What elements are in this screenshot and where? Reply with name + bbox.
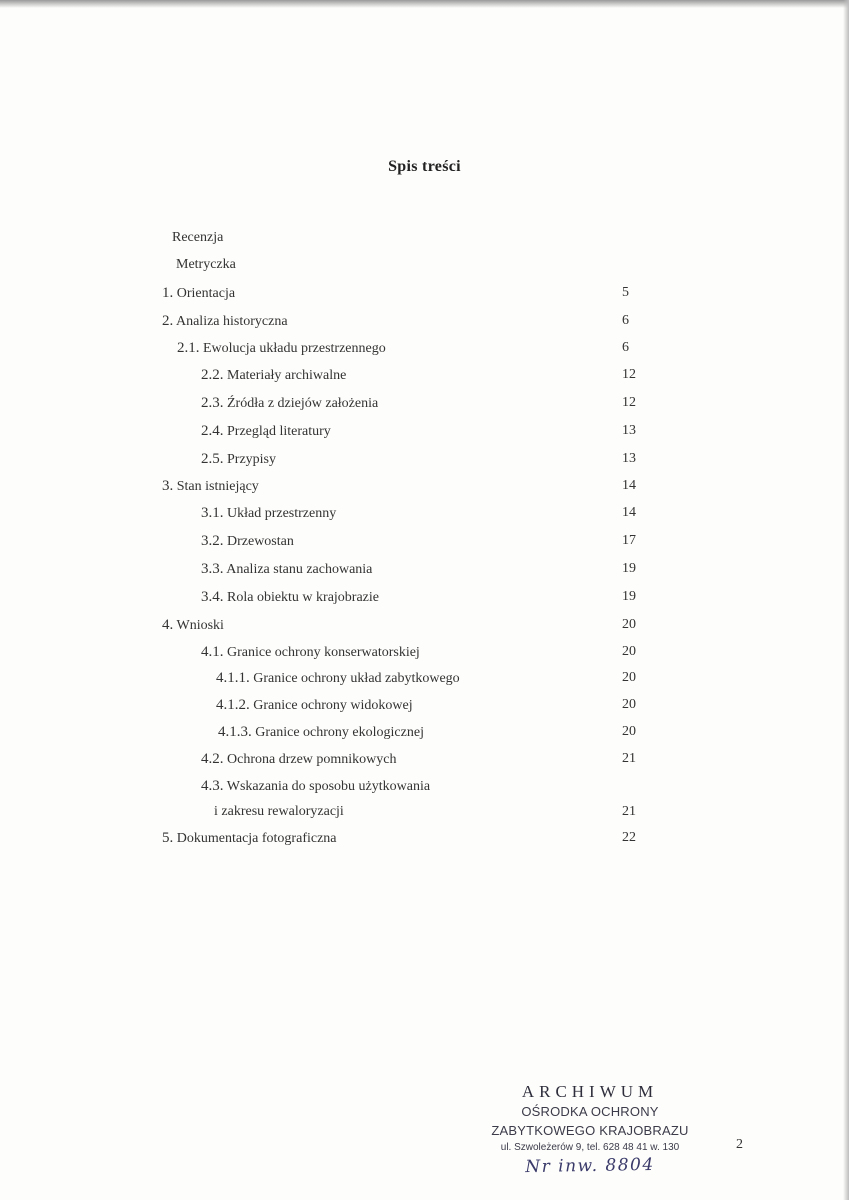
toc-entry-number: 3.3.: [201, 561, 224, 577]
toc-entry-text: Orientacja: [176, 286, 236, 301]
toc-entry-label: [201, 644, 420, 661]
toc-entry-text: Przypisy: [227, 452, 276, 467]
toc-entry-text: Wskazania do sposobu użytkowania: [226, 779, 431, 794]
toc-entry-page: 17: [622, 533, 636, 548]
toc-entry: [0, 230, 849, 252]
toc-entry-page: 19: [622, 561, 636, 576]
toc-entry: [0, 804, 849, 826]
toc-entry-text: Analiza historyczna: [175, 314, 288, 329]
toc-entry-page: 22: [622, 830, 636, 845]
stamp-line-zabytkowego: ZABYTKOWEGO KRAJOBRAZU: [491, 1123, 689, 1138]
toc-entry: [0, 589, 849, 611]
archive-stamp: [490, 1082, 690, 1176]
toc-entry-number: 2.1.: [177, 340, 200, 356]
toc-entry-number: 2.5.: [201, 451, 224, 467]
toc-entry-number: 4.1.2.: [216, 697, 250, 713]
toc-entry: [0, 697, 849, 719]
handwritten-inventory-number: Nr inw. 8804: [525, 1154, 655, 1178]
stamp-line-archiwum: ARCHIWUM: [521, 1082, 659, 1101]
toc-entry-text: Granice ochrony ekologicznej: [255, 725, 424, 740]
toc-entry-text: Ochrona drzew pomnikowych: [227, 752, 397, 767]
toc-entry: [0, 505, 849, 527]
toc-entry-number: 4.1.1.: [216, 670, 250, 686]
toc-entry-text: Granice ochrony widokowej: [253, 698, 413, 713]
toc-entry-label: [216, 697, 413, 714]
toc-entry: [0, 395, 849, 417]
toc-entry-text: Stan istniejący: [176, 479, 259, 494]
toc-entry: [0, 644, 849, 666]
toc-entry-page: 6: [622, 340, 629, 355]
stamp-line-osrodka: OŚRODKA OCHRONY: [521, 1104, 659, 1119]
toc-entry-label: [216, 670, 460, 687]
toc-entry: [0, 285, 849, 307]
toc-entry-label: [201, 778, 430, 795]
toc-entry-text: Materiały archiwalne: [227, 368, 347, 383]
page-number: 2: [736, 1137, 743, 1152]
toc-entry: [0, 340, 849, 362]
toc-entry-text: i zakresu rewaloryzacji: [214, 804, 344, 819]
toc-entry: [0, 451, 849, 473]
toc-entry-number: 5.: [162, 830, 174, 846]
toc-entry-number: 4.1.: [201, 644, 224, 660]
toc-entry: [0, 617, 849, 639]
toc-entry-label: [201, 561, 372, 578]
toc-entry-label: [201, 533, 294, 550]
toc-entry-text: Rola obiektu w krajobrazie: [227, 590, 380, 605]
stamp-line-address: ul. Szwoleżerów 9, tel. 628 48 41 w. 130: [500, 1142, 680, 1153]
toc-entry-label: [162, 313, 288, 330]
toc-entry-number: 2.2.: [201, 367, 224, 383]
toc-entry: [0, 670, 849, 692]
toc-entry-text: Metryczka: [176, 257, 236, 272]
toc-entry-label: [201, 751, 397, 768]
toc-entry-label: [201, 423, 331, 440]
toc-entry-page: 12: [622, 395, 636, 410]
toc-entry-page: 20: [622, 617, 636, 632]
toc-entry-label: [162, 830, 337, 847]
toc-entry: [0, 533, 849, 555]
toc-entry-page: 19: [622, 589, 636, 604]
toc-entry-page: 5: [622, 285, 629, 300]
toc-entry: [0, 478, 849, 500]
toc-entry-label: [162, 478, 259, 495]
toc-entry-label: [201, 589, 379, 606]
toc-entry-label: [201, 367, 346, 384]
toc-entry-label: [218, 724, 424, 741]
toc-entry-page: 13: [622, 423, 636, 438]
toc-entry-label: [162, 285, 235, 302]
toc-entry-text: Analiza stanu zachowania: [226, 562, 373, 577]
toc-entry-text: Recenzja: [172, 230, 224, 245]
toc-entry-label: [162, 617, 224, 634]
toc-entry-number: 2.3.: [201, 395, 224, 411]
toc-entry-label: [201, 451, 276, 468]
toc-entry-number: 4.3.: [201, 778, 224, 794]
toc-entry: [0, 367, 849, 389]
page-title: Spis treści: [388, 158, 461, 175]
toc-entry-page: 21: [622, 751, 636, 766]
toc-entry: [0, 830, 849, 852]
toc-entry-page: 14: [622, 505, 636, 520]
toc-entry-number: 4.1.3.: [218, 724, 252, 740]
toc-entry-page: 6: [622, 313, 629, 328]
toc-entry-label: [177, 340, 386, 357]
toc-entry-text: Drzewostan: [227, 534, 294, 549]
toc-entry-number: 3.4.: [201, 589, 224, 605]
toc-entry-number: 2.: [162, 313, 174, 329]
toc-entry-number: 3.2.: [201, 533, 224, 549]
toc-entry-number: 1.: [162, 285, 174, 301]
toc-entry-number: 3.1.: [201, 505, 224, 521]
toc-entry-number: 3.: [162, 478, 174, 494]
toc-entry: [0, 778, 849, 800]
toc-entry-text: Granice ochrony układ zabytkowego: [253, 671, 460, 686]
toc-entry-text: Układ przestrzenny: [227, 506, 337, 521]
toc-entry-page: 14: [622, 478, 636, 493]
toc-entry: [0, 561, 849, 583]
toc-entry-text: Ewolucja układu przestrzennego: [203, 341, 386, 356]
toc-entry-number: 4.: [162, 617, 174, 633]
toc-entry-label: [201, 505, 336, 522]
toc-entry-page: 12: [622, 367, 636, 382]
toc-entry: [0, 257, 849, 279]
toc-entry-text: Źródła z dziejów założenia: [227, 396, 379, 411]
toc-entry: [0, 313, 849, 335]
toc-entry-number: 2.4.: [201, 423, 224, 439]
toc-entry-page: 20: [622, 644, 636, 659]
toc-entry-number: 4.2.: [201, 751, 224, 767]
toc-entry: [0, 423, 849, 445]
toc-entry-label: [201, 395, 378, 412]
scan-top-edge: [0, 0, 849, 8]
toc-entry-page: 20: [622, 670, 636, 685]
toc-entry: [0, 751, 849, 773]
toc-entry-page: 21: [622, 804, 636, 819]
toc-entry: [0, 724, 849, 746]
toc-entry-text: Wnioski: [176, 618, 224, 633]
toc-entry-page: 20: [622, 724, 636, 739]
toc-entry-label: [176, 257, 236, 273]
toc-entry-label: [214, 804, 344, 820]
toc-entry-page: 13: [622, 451, 636, 466]
toc-entry-text: Granice ochrony konserwatorskiej: [227, 645, 420, 660]
toc-entry-page: 20: [622, 697, 636, 712]
toc-entry-text: Przegląd literatury: [227, 424, 331, 439]
toc-entry-text: Dokumentacja fotograficzna: [176, 831, 337, 846]
toc-entry-label: [172, 230, 223, 246]
